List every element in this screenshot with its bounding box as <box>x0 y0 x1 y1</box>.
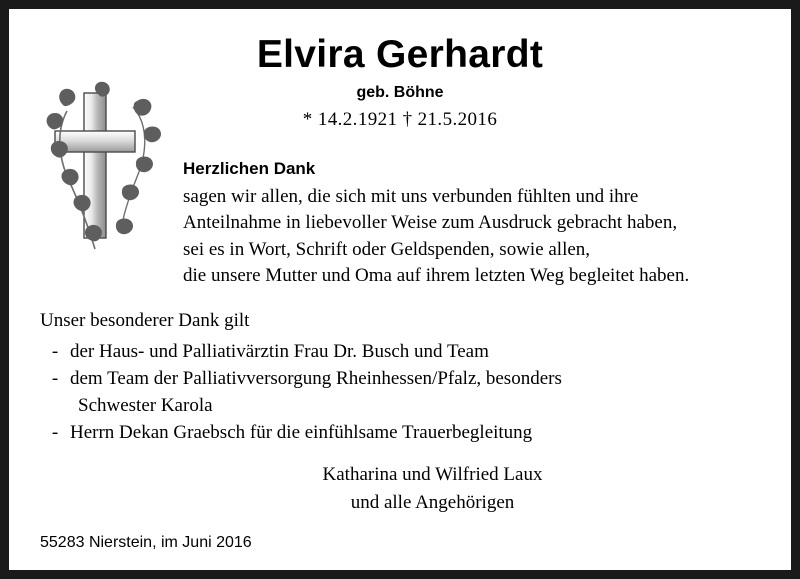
list-item <box>40 365 770 419</box>
special-thanks-list <box>40 338 770 447</box>
bullet-dash: - <box>51 422 59 444</box>
list-item-continuation: Schwester Karola <box>78 394 213 416</box>
bullet-dash: - <box>51 340 59 362</box>
list-item-text: der Haus- und Palliativärztin Frau Dr. Busch und Team <box>70 340 489 362</box>
special-thanks-block <box>40 307 770 446</box>
thanks-title: Herzlichen Dank <box>183 159 316 178</box>
signature-line: Katharina und Wilfried Laux <box>322 464 543 485</box>
special-thanks-intro: Unser besonderer Dank gilt <box>40 310 250 331</box>
list-item-text: Herrn Dekan Graebsch für die einfühlsame Trauerbegleitung <box>70 422 533 444</box>
signature-block <box>9 461 791 516</box>
thanks-block <box>183 159 783 290</box>
thanks-line: die unsere Mutter und Oma auf ihrem letzten Weg begleitet haben. <box>183 265 690 287</box>
life-dates: * 14.2.1921 † 21.5.2016 <box>302 108 498 130</box>
list-item-line: dem Team der Palliativversorgung Rheinhessen/Pfalz, besonders <box>70 367 562 389</box>
thanks-line: sei es in Wort, Schrift oder Geldspenden, sowie allen, <box>183 238 591 260</box>
obituary-header <box>9 35 791 131</box>
deceased-name: Elvira Gerhardt <box>256 33 544 76</box>
list-item <box>40 338 770 365</box>
list-item-text <box>70 365 562 419</box>
maiden-name: geb. Böhne <box>356 83 444 101</box>
bullet-dash: - <box>51 367 59 389</box>
list-item <box>40 419 770 446</box>
obituary-card <box>9 9 791 570</box>
thanks-line: Anteilnahme in liebevoller Weise zum Ausdruck gebracht haben, <box>183 212 678 234</box>
place-and-date: 55283 Nierstein, im Juni 2016 <box>40 534 252 551</box>
signature-line: und alle Angehörigen <box>350 491 515 513</box>
thanks-line: sagen wir allen, die sich mit uns verbunden fühlten und ihre <box>183 186 639 207</box>
